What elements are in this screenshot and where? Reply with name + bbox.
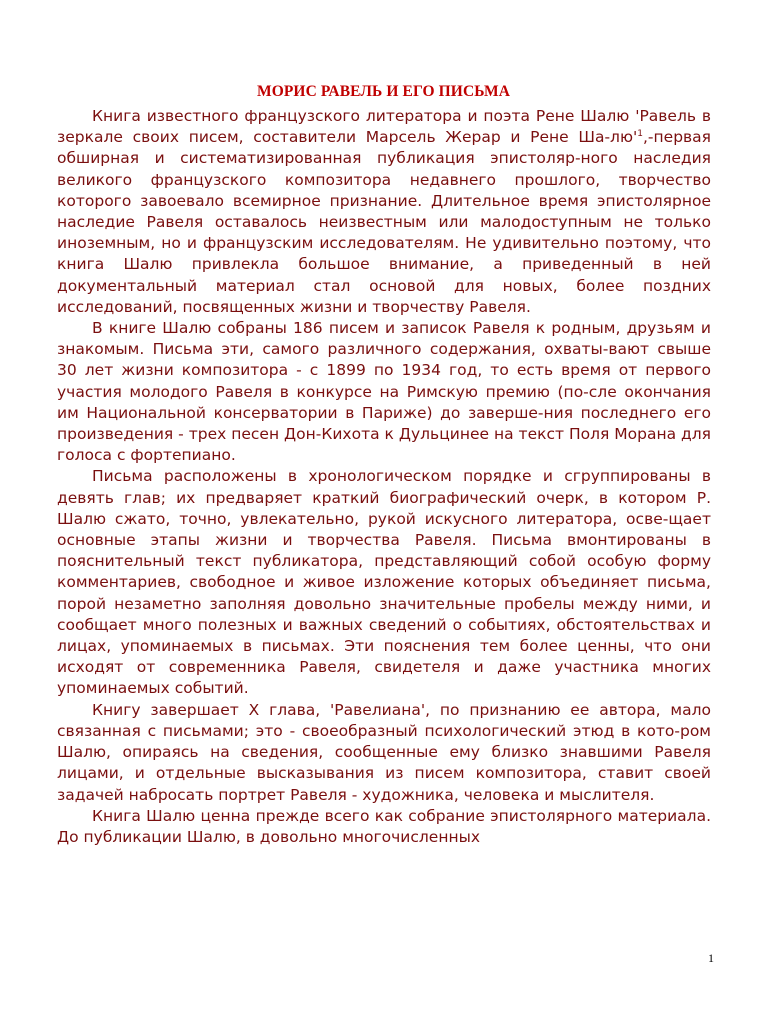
paragraph-1 [57,106,711,318]
paragraph-5: Книга Шалю ценна прежде всего как собрание эпистолярного материала. До публикации Шалю, в довольно многочисленных [57,806,711,846]
footnote-reference[interactable]: 1 [637,129,643,140]
paragraph-1-text-end: ,-первая обширная и систематизированная публикация эпистоляр-ного наследия великого французского композитора недавнего прошлого, творчество которого завоевало всемирное признание. Длительное время эпистолярное наследие Равеля оставалось неизвестным или малодоступным не только иноземным, но и французским исследователям. Не удивительно поэтому, что книга Шалю привлекла большое внимание, а приведенный в ней документальный материал стал основой для новых, более поздних исследований, посвященных жизни и творчеству Равеля. [57,128,711,316]
paragraph-3: Письма расположены в хронологическом порядке и сгруппированы в девять глав; их предваряет краткий биографический очерк, в котором Р. Шалю сжато, точно, увлекательно, рукой искусного литератора, осве-щает основные этапы жизни и творчества Равеля. Письма вмонтированы в пояснительный текст публикатора, представляющий собой особую форму комментариев, свободное и живое изложение которых объединяет письма, порой незаметно заполняя довольно значительные пробелы между ними, и сообщает много полезных и важных сведений о событиях, обстоятельствах и лицах, упоминаемых в письмах. Эти пояснения тем более ценны, что они исходят от современника Равеля, свидетеля и даже участника многих упоминаемых событий. [57,467,711,698]
page-number: 1 [708,951,714,965]
paragraph-1-text-start: Книга известного французского литератора и поэта Рене Шалю 'Равель в зеркале своих писем, составители Марсель Жерар и Рене Ша-лю' [57,107,711,147]
paragraph-2: В книге Шалю собраны 186 писем и записок Равеля к родным, друзьям и знакомым. Письма эти, самого различного содержания, охваты-вают свыше 30 лет жизни композитора - с 1899 по 1934 год, то есть время от первого участия молодого Равеля в конкурсе на Римскую премию (по-сле окончания им Национальной консерватории в Париже) до заверше-ния последнего его произведения - трех песен Дон-Кихота к Дульцинее на текст Поля Морана для голоса с фортепиано. [57,319,711,465]
document-body [57,106,711,848]
paragraph-4: Книгу завершает X глава, 'Равелиана', по признанию ее автора, мало связанная с письмами; это - своеобразный психологический этюд в кото-ром Шалю, опираясь на сведения, сообщенные ему близко знавшими Равеля лицами, и отдельные высказывания из писем композитора, ставит своей задачей набросать портрет Равеля - художника, человека и мыслителя. [57,700,711,804]
document-title: МОРИС РАВЕЛЬ И ЕГО ПИСЬМА [256,83,511,100]
